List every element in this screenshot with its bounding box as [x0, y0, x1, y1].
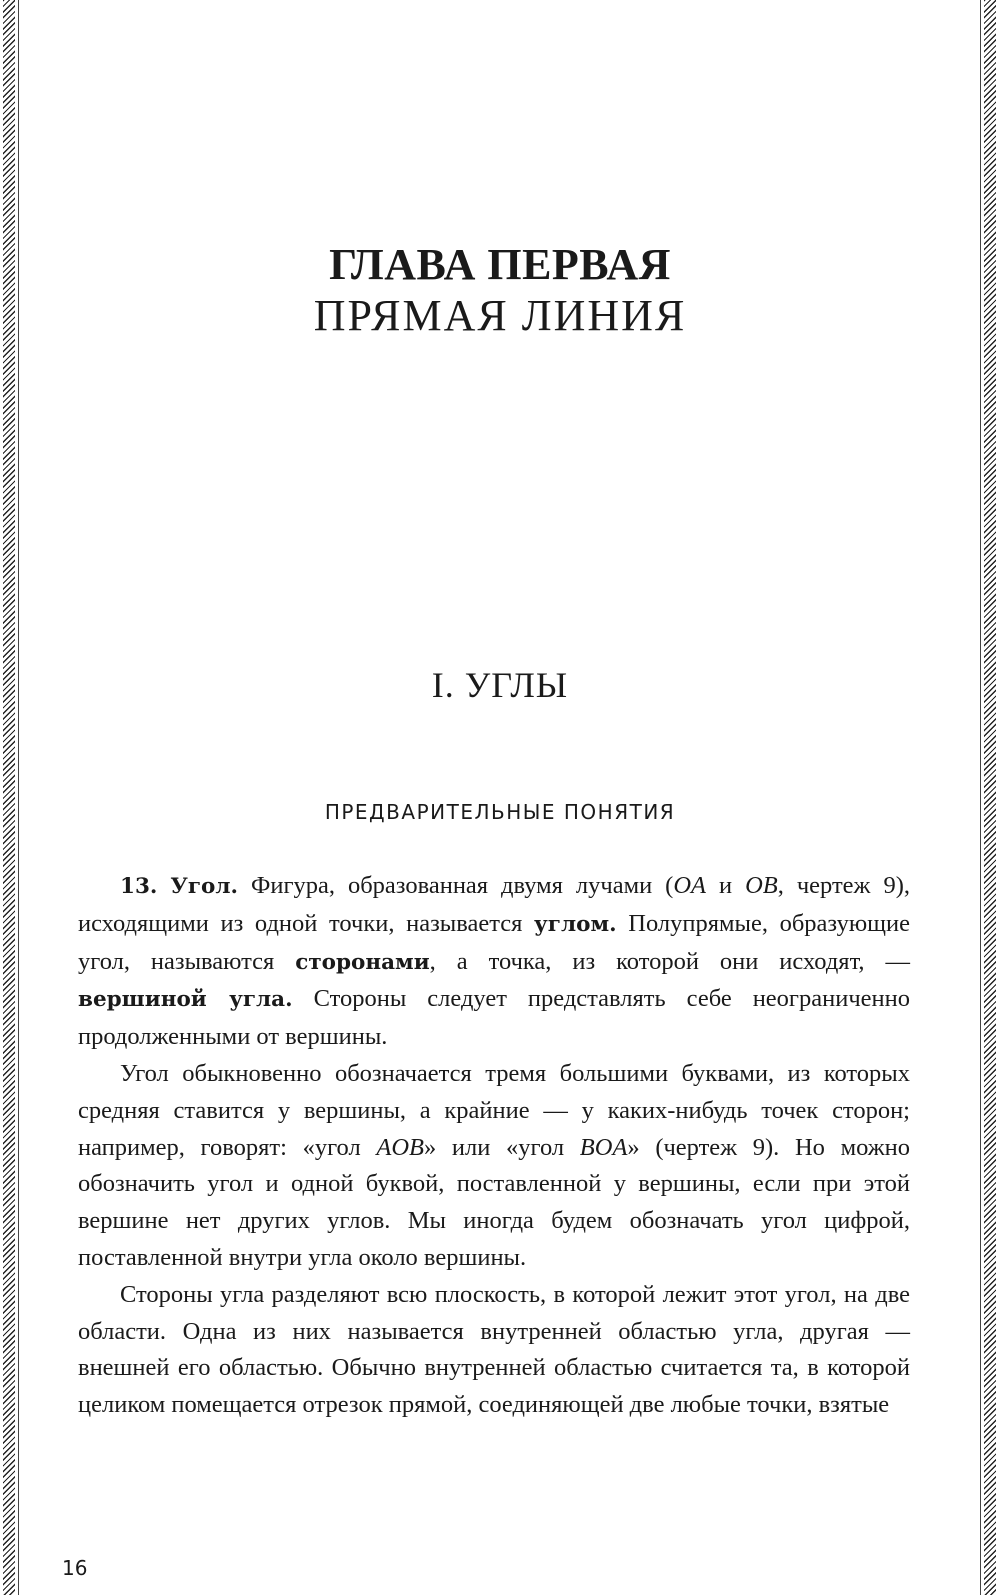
text-run: и	[706, 872, 746, 899]
item-number: 13.	[120, 874, 158, 899]
ray-ob: OB	[745, 872, 778, 899]
chapter-number: ГЛАВА ПЕРВАЯ	[329, 240, 671, 289]
ray-oa: OA	[673, 872, 707, 899]
text-run: Стороны угла разделяют всю плоскость, в которой лежит этот угол, на две области. Одна из них называется внутренней областью угла, другая — внешней его областью. Обычно внутренней областью считается та, в которой целиком помещается отрезок прямой, соединяющей две любые точки, взятые	[78, 1280, 910, 1419]
text-run: , чертеж 9), исходящими из одной точки, называется	[78, 872, 910, 937]
subsection-title: ПРЕДВАРИТЕЛЬНЫЕ ПОНЯТИЯ	[324, 800, 676, 824]
text-run: , а точка, из которой они исходят, —	[429, 947, 911, 975]
angle-boa: BOA	[579, 1133, 628, 1161]
text-run: Фигура, образованная двумя лучами (	[238, 872, 674, 899]
paragraph-3	[78, 1277, 910, 1424]
chapter-heading	[0, 240, 1000, 341]
text-run: » (чертеж 9). Но можно обозначить угол и одной буквой, поставленной у вершины, если при этой вершине нет других углов. Мы иногда будем обозначать угол цифрой, поставленной внутри угла около вершины.	[78, 1133, 911, 1271]
text-run: » или «угол	[423, 1133, 580, 1161]
text-run: Стороны следует представлять себе неограниченно продолженными от вершины.	[78, 985, 910, 1051]
chapter-title: ПРЯМАЯ ЛИНИЯ	[313, 290, 687, 340]
angle-aob: AOB	[376, 1133, 424, 1161]
term-angle-def: углом.	[534, 911, 617, 937]
paragraph-2	[78, 1056, 910, 1277]
term-angle: Угол.	[170, 874, 238, 899]
text-run: Полупрямые, образующие угол, называются	[78, 909, 910, 975]
term-sides: сторонами	[295, 949, 430, 975]
body-text	[78, 868, 910, 1424]
text-run: Угол обыкновенно обозначается тремя большими буквами, из которых средняя ставится у вершины, а крайние — у каких-нибудь точек сторон; например, говорят: «угол	[78, 1059, 910, 1161]
paragraph-1	[78, 868, 910, 1056]
page-number: 16	[62, 1556, 88, 1580]
section-title: I. УГЛЫ	[431, 665, 569, 705]
term-vertex: вершиной угла.	[78, 987, 293, 1013]
